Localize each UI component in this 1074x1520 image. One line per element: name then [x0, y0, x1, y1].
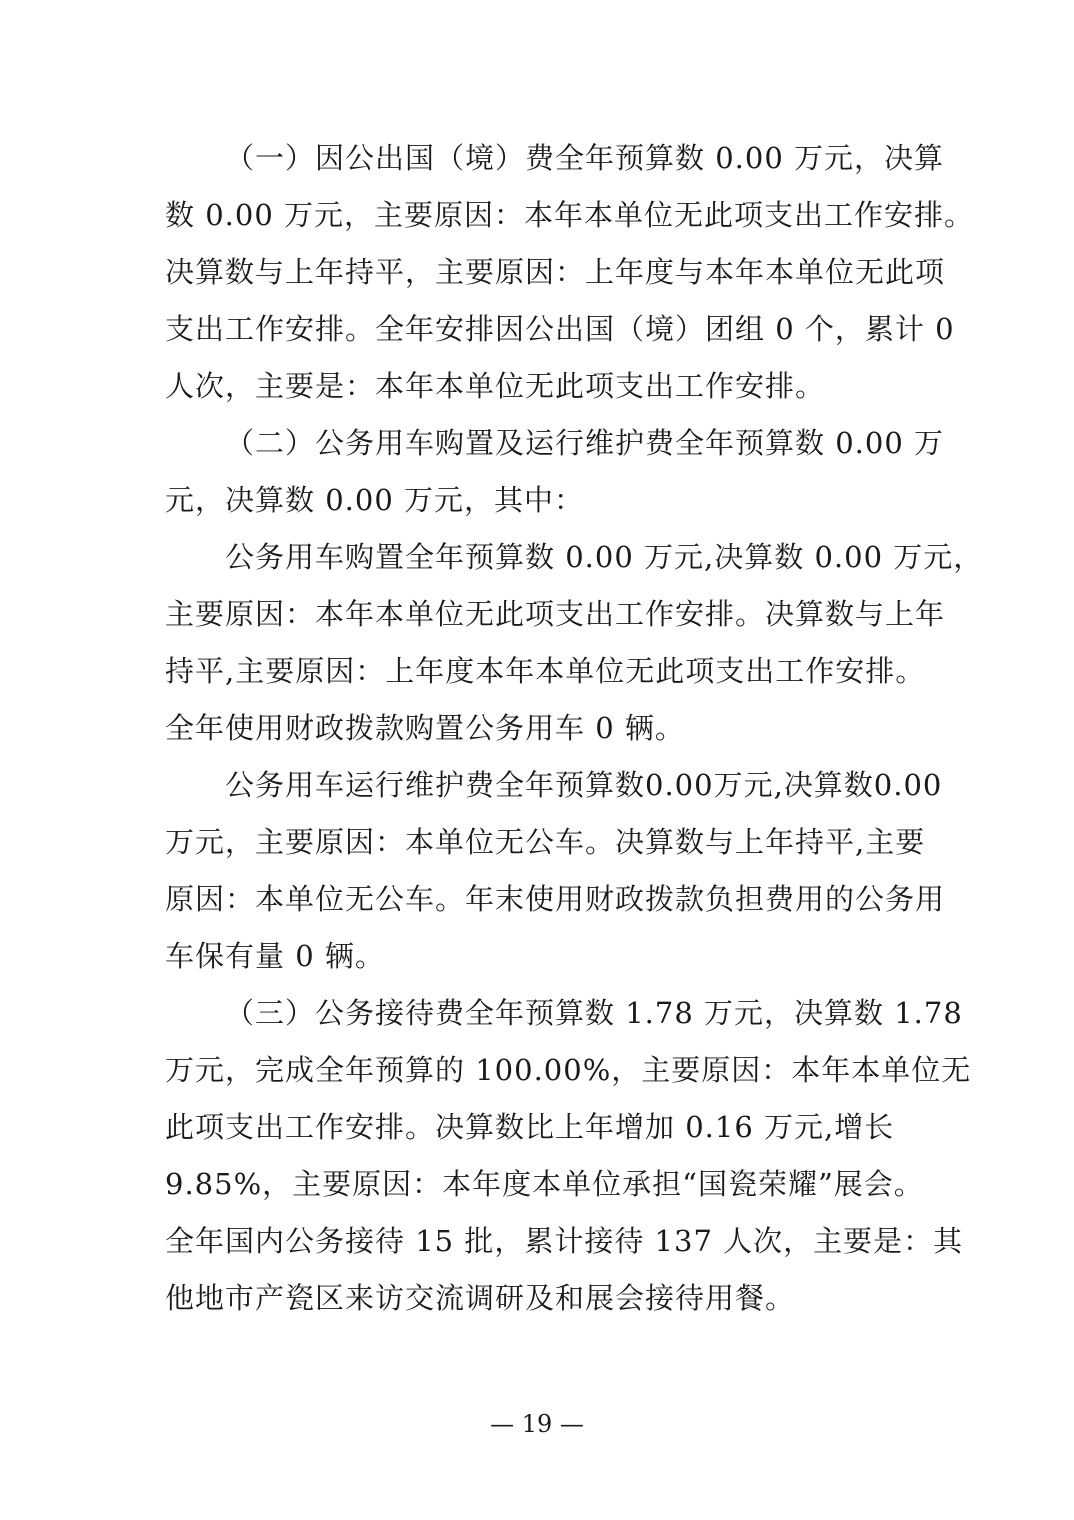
section-3-line-6: 他地市产瓷区来访交流调研及和展会接待用餐。 [165, 1281, 796, 1315]
section-1-line-4: 支出工作安排。全年安排因公出国（境）团组 0 个，累计 0 [165, 312, 955, 346]
section-3-line-2: 万元，完成全年预算的 100.00%，主要原因：本年本单位无 [165, 1053, 972, 1087]
section-2-line-1: （二）公务用车购置及运行维护费全年预算数 0.00 万 [225, 426, 945, 460]
section-1-line-2: 数 0.00 万元，主要原因：本年本单位无此项支出工作安排。 [165, 198, 975, 232]
section-1-line-3: 决算数与上年持平，主要原因：上年度与本年本单位无此项 [165, 255, 946, 289]
section-2-line-2: 元，决算数 0.00 万元，其中： [165, 483, 585, 517]
vehicle-purchase-line-3: 持平,主要原因：上年度本年本单位无此项支出工作安排。 [165, 654, 926, 688]
vehicle-purchase-line-4: 全年使用财政拨款购置公务用车 0 辆。 [165, 711, 685, 745]
vehicle-maintenance-line-1: 公务用车运行维护费全年预算数0.00万元,决算数0.00 [225, 768, 943, 802]
section-1-line-1: （一）因公出国（境）费全年预算数 0.00 万元，决算 [225, 141, 945, 175]
section-3-line-3: 此项支出工作安排。决算数比上年增加 0.16 万元,增长 [165, 1110, 895, 1144]
section-3-line-4: 9.85%，主要原因：本年度本单位承担“国瓷荣耀”展会。 [165, 1167, 924, 1201]
vehicle-purchase-line-1: 公务用车购置全年预算数 0.00 万元,决算数 0.00 万元， [225, 540, 984, 574]
section-1-line-5: 人次，主要是：本年本单位无此项支出工作安排。 [165, 369, 826, 403]
vehicle-maintenance-line-4: 车保有量 0 辆。 [165, 939, 385, 973]
vehicle-maintenance-line-3: 原因：本单位无公车。年末使用财政拨款负担费用的公务用 [165, 882, 946, 916]
vehicle-purchase-line-2: 主要原因：本年本单位无此项支出工作安排。决算数与上年 [165, 597, 946, 631]
page-number: — 19 — [490, 1410, 584, 1438]
section-3-line-1: （三）公务接待费全年预算数 1.78 万元，决算数 1.78 [225, 996, 963, 1030]
section-3-line-5: 全年国内公务接待 15 批，累计接待 137 人次，主要是：其 [165, 1224, 964, 1258]
vehicle-maintenance-line-2: 万元，主要原因：本单位无公车。决算数与上年持平,主要 [165, 825, 926, 859]
